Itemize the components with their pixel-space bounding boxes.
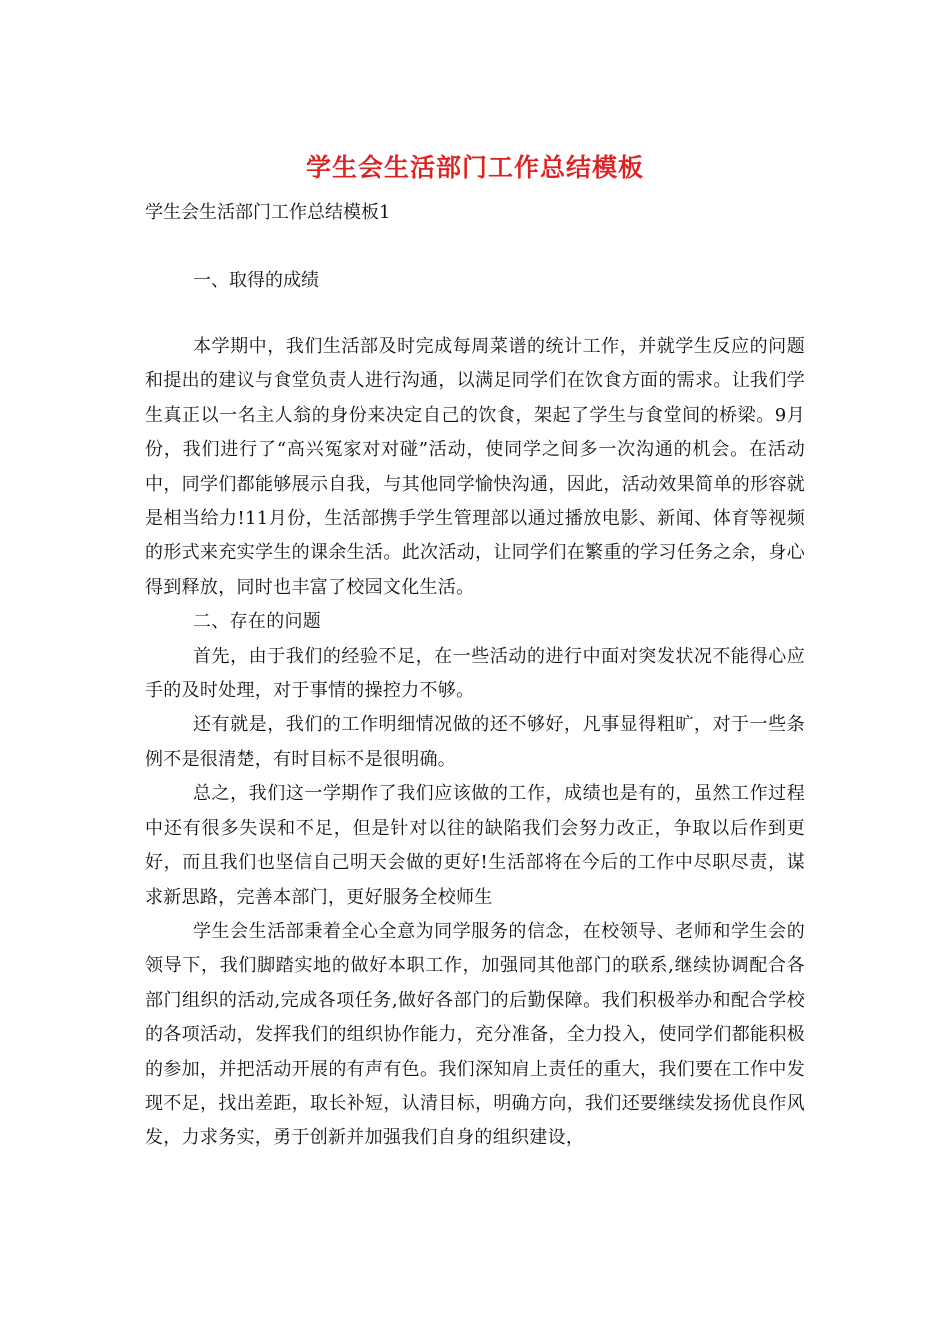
section-heading-problems: 二、存在的问题 bbox=[193, 611, 322, 633]
document-title: 学生会生活部门工作总结模板 bbox=[305, 153, 644, 182]
section-heading-achievements: 一、取得的成绩 bbox=[193, 270, 319, 291]
document-subtitle: 学生会生活部门工作总结模板1 bbox=[145, 202, 391, 223]
paragraph-summary: 总之，我们这一学期作了我们应该做的工作，成绩也是有的，虽然工作过程中还有很多失误和不足，但是针对以往的缺陷我们会努力改正，争取以后作到更好，而且我们也坚信自己明天会做的更好!生活部将在今后的工作中尽职尽责，谋求新思路，完善本部门，更好服务全校师生 bbox=[145, 783, 805, 908]
paragraph-department-mission: 学生会生活部秉着全心全意为同学服务的信念，在校领导、老师和学生会的领导下，我们脚踏实地的做好本职工作，加强同其他部门的联系,继续协调配合各部门组织的活动,完成各项任务,做好各部门的后勤保障。我们积极举办和配合学校的各项活动，发挥我们的组织协作能力，充分准备，全力投入，使同学们都能积极的参加，并把活动开展的有声有色。我们深知肩上责任的重大，我们要在工作中发现不足，找出差距，取长补短，认清目标，明确方向，我们还要继续发扬优良作风发，力求务实，勇于创新并加强我们自身的组织建设， bbox=[145, 920, 805, 1149]
document-body bbox=[145, 330, 805, 1156]
paragraph-problem-second: 还有就是，我们的工作明细情况做的还不够好，凡事显得粗旷，对于一些条例不是很清楚，有时目标不是很明确。 bbox=[145, 714, 805, 770]
paragraph-achievements: 本学期中，我们生活部及时完成每周菜谱的统计工作，并就学生反应的问题和提出的建议与食堂负责人进行沟通，以满足同学们在饮食方面的需求。让我们学生真正以一名主人翁的身份来决定自己的饮食，架起了学生与食堂间的桥梁。9月份，我们进行了“高兴冤家对对碰”活动，使同学之间多一次沟通的机会。在活动中，同学们都能够展示自我，与其他同学愉快沟通，因此，活动效果简单的形容就是相当给力!11月份，生活部携手学生管理部以通过播放电影、新闻、体育等视频的形式来充实学生的课余生活。此次活动，让同学们在繁重的学习任务之余，身心得到释放，同时也丰富了校园文化生活。 bbox=[145, 336, 805, 598]
paragraph-problem-first: 首先，由于我们的经验不足，在一些活动的进行中面对突发状况不能得心应手的及时处理，对于事情的操控力不够。 bbox=[145, 645, 805, 702]
